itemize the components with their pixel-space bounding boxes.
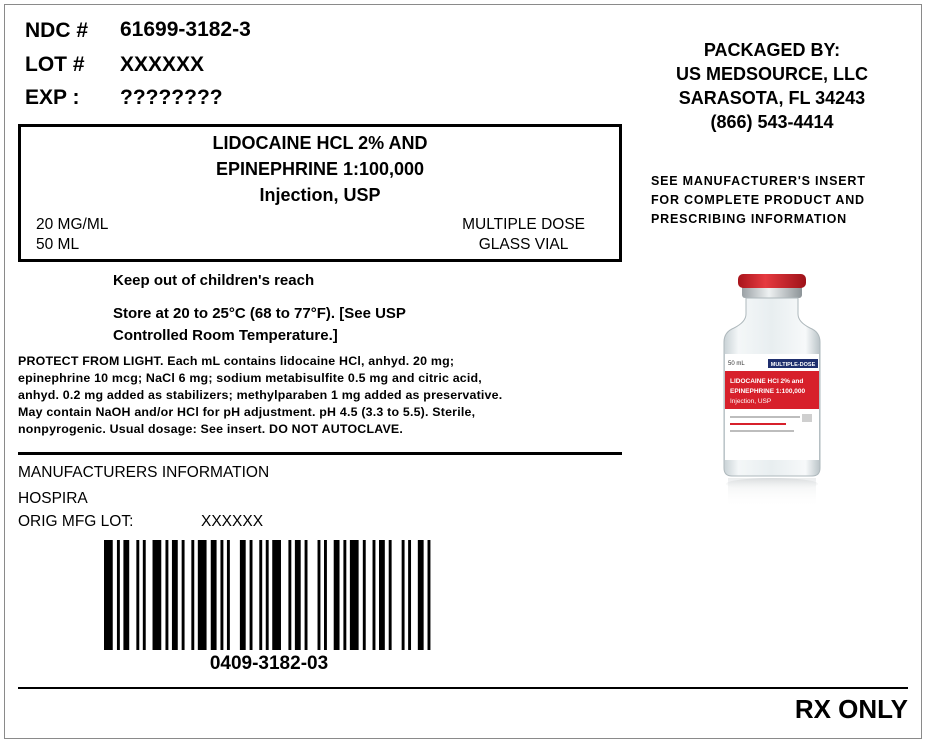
barcode-bar	[240, 540, 246, 650]
barcode-bar	[334, 540, 340, 650]
vial-fineprint	[730, 430, 794, 432]
barcode-bar	[318, 540, 321, 650]
manufacturer-lot-label: ORIG MFG LOT:	[18, 513, 134, 530]
barcode-bar	[295, 540, 301, 650]
lot-label: LOT #	[25, 53, 85, 76]
barcode-bar	[266, 540, 269, 650]
barcode-bar	[153, 540, 162, 650]
packager-heading: PACKAGED BY:	[703, 40, 841, 60]
vial-image	[710, 270, 830, 520]
insert-note-line: SEE MANUFACTURER'S INSERT	[651, 174, 866, 188]
composition-text	[18, 353, 578, 438]
barcode-bar	[227, 540, 230, 650]
barcode-bar	[343, 540, 346, 650]
barcode-bar	[288, 540, 291, 650]
barcode-bar	[418, 540, 424, 650]
barcode-bar	[305, 540, 308, 650]
manufacturer-heading: MANUFACTURERS INFORMATION	[18, 464, 270, 481]
barcode-bar	[259, 540, 262, 650]
product-name-line: LIDOCAINE HCL 2% AND	[212, 133, 428, 153]
barcode-bar	[136, 540, 139, 650]
barcode-bar	[363, 540, 366, 650]
section-divider	[18, 452, 622, 455]
storage-line: Controlled Room Temperature.]	[113, 327, 338, 344]
vial-reflection	[728, 478, 816, 508]
barcode-bar	[104, 540, 113, 650]
barcode-number: 0409-3182-03	[209, 653, 329, 674]
lot-value: XXXXXX	[120, 53, 205, 76]
barcode-bar	[350, 540, 359, 650]
ndc-label: NDC #	[25, 19, 89, 42]
manufacturer-name: HOSPIRA	[18, 490, 88, 507]
packager-phone: (866) 543-4414	[710, 112, 834, 132]
product-name-line: EPINEPHRINE 1:100,000	[215, 159, 425, 179]
packager-name: US MEDSOURCE, LLC	[675, 64, 868, 84]
barcode-bar	[220, 540, 223, 650]
barcode-bar	[428, 540, 431, 650]
barcode-image	[104, 540, 434, 650]
rx-only-label: RX ONLY	[794, 694, 908, 724]
product-volume: 50 ML	[36, 236, 80, 253]
barcode-bar	[408, 540, 411, 650]
barcode-bar	[191, 540, 194, 650]
composition-line: May contain NaOH and/or HCl for pH adjustment. pH 4.5 (3.3 to 5.5). Sterile,	[18, 405, 476, 419]
barcode-bar	[379, 540, 385, 650]
product-form: Injection, USP	[259, 185, 381, 205]
manufacturer-lot-value: XXXXXX	[201, 513, 264, 530]
vial-volume: 50 mL	[728, 361, 745, 367]
product-container-block	[462, 215, 585, 255]
vial-mark	[802, 414, 812, 422]
vial-drug-line: Injection, USP	[730, 398, 772, 405]
insert-note-line: FOR COMPLETE PRODUCT AND	[651, 193, 865, 207]
barcode-bar	[143, 540, 146, 650]
vial-fineprint	[730, 416, 800, 418]
barcode-bar	[324, 540, 327, 650]
product-strength: 20 MG/ML	[36, 216, 109, 233]
barcode-bar	[198, 540, 207, 650]
vial-fineprint	[730, 423, 786, 425]
keep-away-warning: Keep out of children's reach	[113, 272, 315, 289]
barcode-bar	[117, 540, 120, 650]
product-dose-type: MULTIPLE DOSE	[462, 216, 585, 233]
packager-block	[652, 38, 892, 134]
barcode-bar	[165, 540, 168, 650]
vial-banner-text: MULTIPLE-DOSE	[770, 362, 816, 368]
barcode-bar	[211, 540, 217, 650]
barcode-bar	[123, 540, 129, 650]
product-name	[21, 130, 619, 208]
vial-drug-line: LIDOCAINE HCl 2% and	[730, 378, 804, 385]
composition-line: nonpyrogenic. Usual dosage: See insert. DO NOT AUTOCLAVE.	[18, 422, 404, 436]
barcode-bar	[172, 540, 178, 650]
vial-drug-line: EPINEPHRINE 1:100,000	[730, 388, 806, 395]
exp-value: ????????	[120, 86, 223, 109]
storage-note	[113, 303, 493, 347]
composition-line: anhyd. 0.2 mg added as stabilizers; methylparaben 1 mg added as preservative.	[18, 388, 503, 402]
footer-divider	[18, 687, 908, 689]
barcode-bar	[402, 540, 405, 650]
barcode-bar	[250, 540, 253, 650]
product-strength-block	[36, 215, 108, 255]
insert-note	[651, 172, 866, 229]
composition-line: PROTECT FROM LIGHT. Each mL contains lidocaine HCl, anhyd. 20 mg;	[18, 354, 455, 368]
exp-label: EXP :	[25, 86, 80, 109]
ndc-value: 61699-3182-3	[120, 18, 251, 41]
barcode-bar	[389, 540, 392, 650]
barcode-bar	[373, 540, 376, 650]
product-box	[18, 124, 622, 262]
barcode-bar	[272, 540, 281, 650]
vial-cap	[738, 274, 806, 288]
product-container: GLASS VIAL	[478, 236, 569, 253]
storage-line: Store at 20 to 25°C (68 to 77°F). [See USP	[113, 305, 406, 322]
packager-city: SARASOTA, FL 34243	[678, 88, 866, 108]
composition-line: epinephrine 10 mcg; NaCl 6 mg; sodium metabisulfite 0.5 mg and citric acid,	[18, 371, 482, 385]
insert-note-line: PRESCRIBING INFORMATION	[651, 212, 847, 226]
barcode-bar	[182, 540, 185, 650]
